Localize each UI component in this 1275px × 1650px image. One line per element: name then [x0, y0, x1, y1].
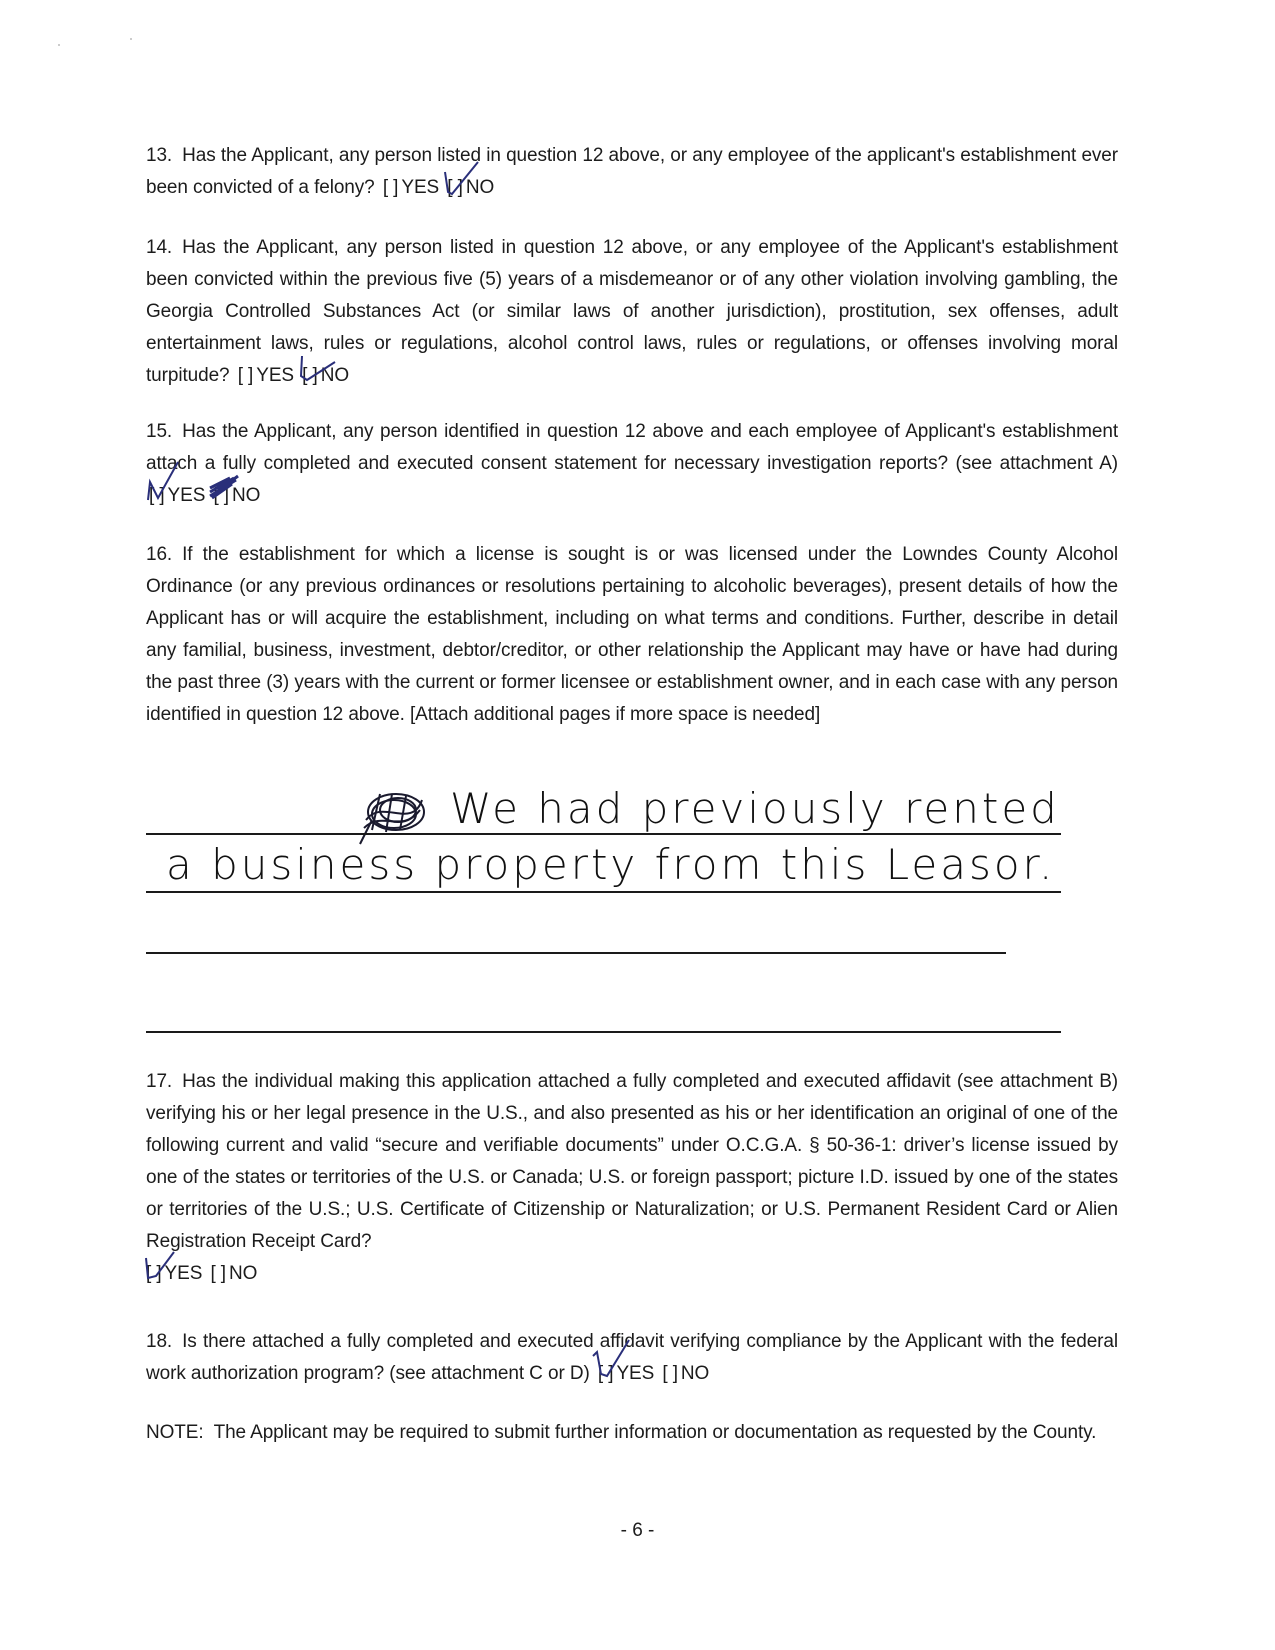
no-checkbox[interactable]: [ ] NO: [299, 360, 349, 392]
question-13: [146, 140, 1118, 204]
note-text: The Applicant may be required to submit further information or documentation as requested by the County.: [213, 1422, 1097, 1443]
question-15: [146, 416, 1118, 512]
answer-line: [146, 952, 1006, 954]
yes-checkbox[interactable]: [ ] YES: [382, 177, 440, 198]
page-number: - 6 -: [620, 1520, 655, 1541]
yes-checkbox[interactable]: [ ] YES: [146, 480, 205, 512]
question-number: 13.: [146, 145, 173, 166]
question-text: Has the individual making this application attached a fully completed and executed affidavit (see attachment B) verifying his or her legal presence in the U.S., and also presented as his or her identification an original of one of the following current and valid “secure and verifiable documents” under O.C.G.A. § 50-36-1: driver’s license issued by one of the states or territories of the U.S. or Canada; U.S. or foreign passport; picture I.D. issued by one of the states or territories of the U.S.; U.S. Certificate of Citizenship or Naturalization; or U.S. Permanent Resident Card or Alien Registration Receipt Card?: [146, 1071, 1118, 1252]
scribble-icon: [352, 790, 432, 846]
handwritten-answer-line-1: We had previously rented: [450, 784, 1060, 833]
note: [146, 1417, 1118, 1449]
question-text: Has the Applicant, any person listed in question 12 above, or any employee of the Applicant's establishment been convicted within the previous five (5) years of a misdemeanor or of any other violation involving gambling, the Georgia Controlled Substances Act (or similar laws of another jurisdiction), prostitution, sex offenses, adult entertainment laws, rules or regulations, alcohol control laws, rules or regulations, or offenses involving moral turpitude?: [146, 237, 1118, 386]
question-14: [146, 232, 1118, 392]
no-checkbox[interactable]: [ ] NO: [210, 480, 260, 512]
scan-speck: [58, 44, 60, 46]
question-17: [146, 1066, 1118, 1290]
question-number: 16.: [146, 544, 173, 565]
note-label: NOTE:: [146, 1422, 204, 1443]
question-number: 18.: [146, 1331, 173, 1352]
handwritten-answer-line-2: a business property from this Leasor.: [166, 840, 1056, 889]
answer-line: [146, 833, 1061, 835]
question-text: Has the Applicant, any person listed in question 12 above, or any employee of the applicant's establishment ever been convicted of a felony?: [146, 145, 1118, 198]
question-16: [146, 539, 1118, 731]
no-checkbox[interactable]: [ ] NO: [444, 172, 494, 204]
scan-speck: [130, 38, 132, 40]
question-text: Has the Applicant, any person identified in question 12 above and each employee of Applicant's establishment attach a fully completed and executed consent statement for necessary investigation reports? (see attachment A): [146, 421, 1118, 474]
question-text: If the establishment for which a license is sought is or was licensed under the Lowndes County Alcohol Ordinance (or any previous ordinances or resolutions pertaining to alcoholic beverages), present details of how the Applicant has or will acquire the establishment, including on what terms and conditions. Further, describe in detail any familial, business, investment, debtor/creditor, or other relationship the Applicant may have or have had during the past three (3) years with the current or former licensee or establishment owner, and in each case with any person identified in question 12 above. [Attach additional pages if more space is needed]: [146, 544, 1118, 725]
yes-checkbox[interactable]: [ ] YES: [595, 1358, 654, 1390]
no-checkbox[interactable]: [ ] NO: [210, 1263, 258, 1284]
answer-line: [146, 891, 1061, 893]
question-number: 15.: [146, 421, 173, 442]
question-number: 17.: [146, 1071, 173, 1092]
yes-checkbox[interactable]: [ ] YES: [237, 365, 294, 386]
question-number: 14.: [146, 237, 173, 258]
no-checkbox[interactable]: [ ] NO: [662, 1363, 710, 1384]
question-text: Is there attached a fully completed and executed affidavit verifying compliance by the Applicant with the federal work authorization program? (see attachment C or D): [146, 1331, 1118, 1384]
answer-line: [146, 1031, 1061, 1033]
question-18: [146, 1326, 1118, 1390]
yes-checkbox[interactable]: [ ] YES: [146, 1258, 202, 1290]
